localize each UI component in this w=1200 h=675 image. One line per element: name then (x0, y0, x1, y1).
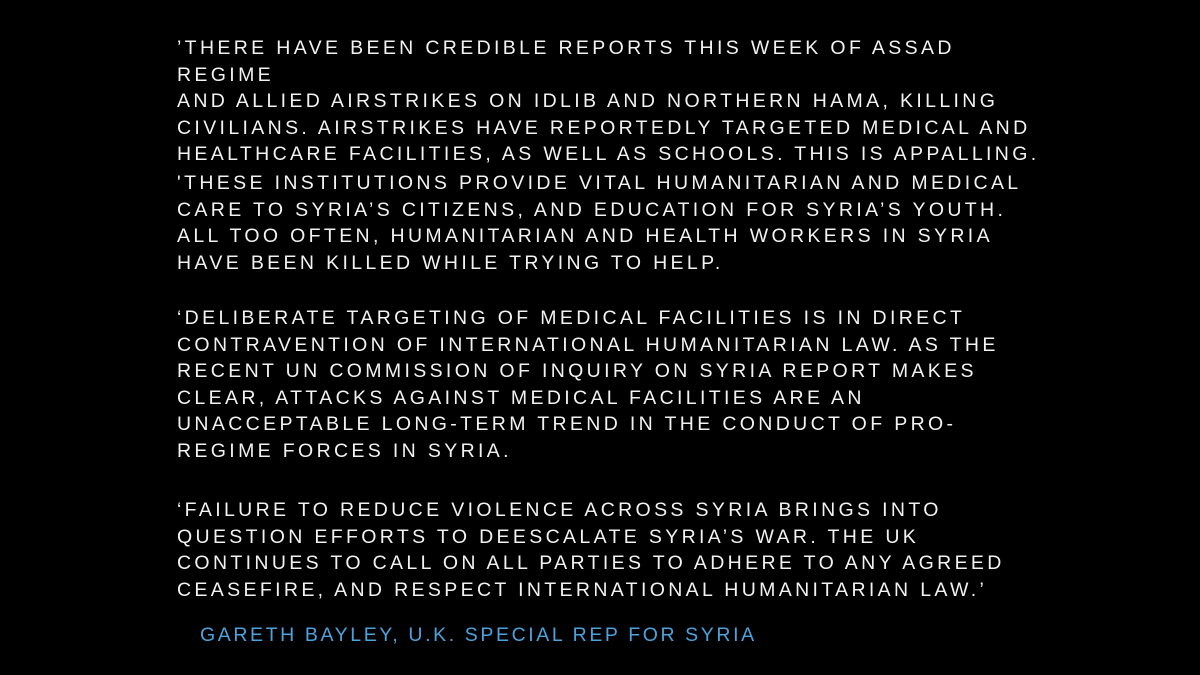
quote-paragraph-4: ‘FAILURE TO REDUCE VIOLENCE ACROSS SYRIA BRINGS INTO QUESTION EFFORTS TO DEESCALATE SYRIA’S WAR. THE UK CONTINUES TO CALL ON ALL PARTIES TO ADHERE TO ANY AGREED CEASEFIRE, AND RESPECT INTERNATIONAL HUMANITARIAN LAW.’ (177, 499, 1005, 601)
quote-paragraph-2: 'THESE INSTITUTIONS PROVIDE VITAL HUMANITARIAN AND MEDICAL CARE TO SYRIA’S CITIZENS, AND EDUCATION FOR SYRIA’S YOUTH. ALL TOO OFTEN, HUMANITARIAN AND HEALTH WORKERS IN SYRIA HAVE BEEN KILLED WHILE TRYING TO HELP. (177, 172, 1022, 274)
quote-attribution: GARETH BAYLEY, U.K. SPECIAL REP FOR SYRIA (200, 624, 757, 646)
quote-paragraph-1: ’THERE HAVE BEEN CREDIBLE REPORTS THIS WEEK OF ASSAD REGIME AND ALLIED AIRSTRIKES ON IDLIB AND NORTHERN HAMA, KILLING CIVILIANS. AIRSTRIKES HAVE REPORTEDLY TARGETED MEDICAL AND HEALTHCARE FACILITIES, AS WELL AS SCHOOLS. THIS IS APPALLING. (177, 37, 1040, 165)
quote-paragraph-3: ‘DELIBERATE TARGETING OF MEDICAL FACILITIES IS IN DIRECT CONTRAVENTION OF INTERNATIONAL HUMANITARIAN LAW. AS THE RECENT UN COMMISSION OF INQUIRY ON SYRIA REPORT MAKES CLEAR, ATTACKS AGAINST MEDICAL FACILITIES ARE AN UNACCEPTABLE LONG-TERM TREND IN THE CONDUCT OF PRO- REGIME FORCES IN SYRIA. (177, 307, 999, 462)
